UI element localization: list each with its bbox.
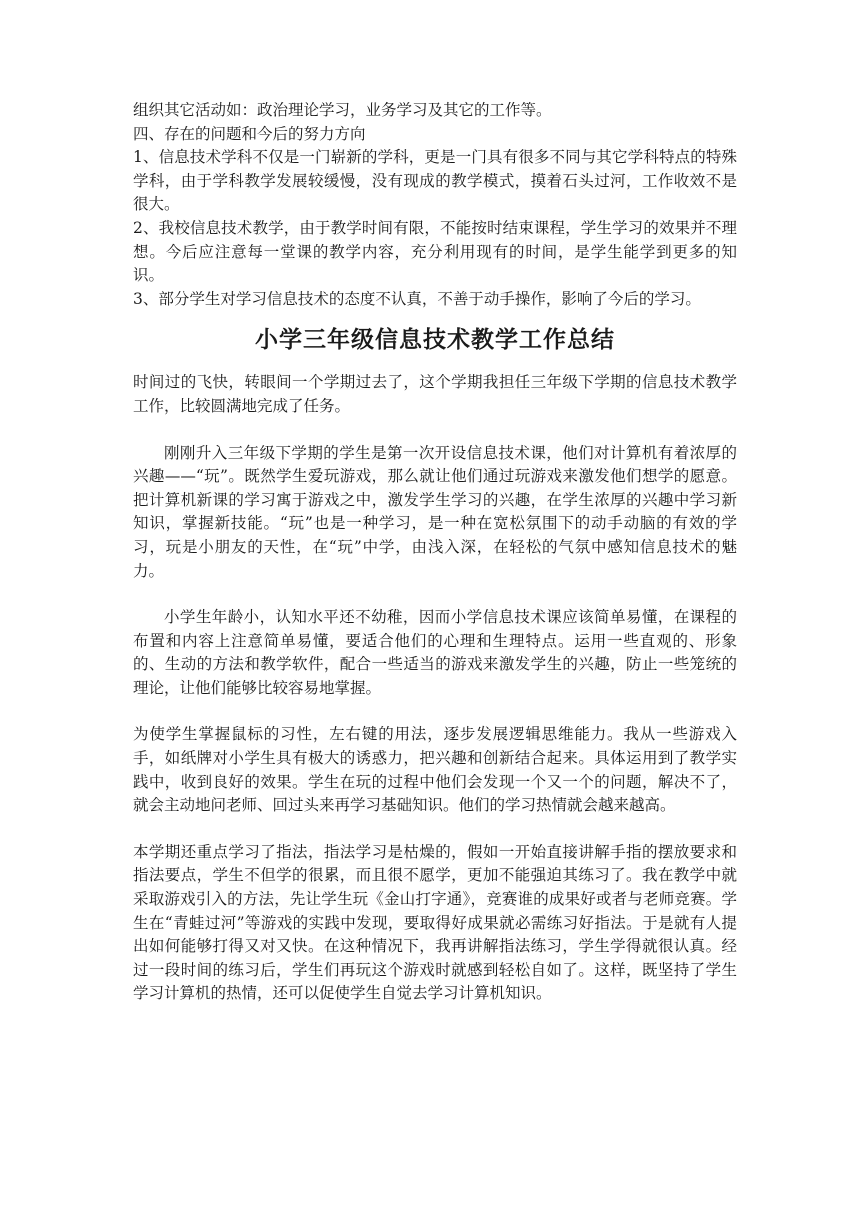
paragraph: 刚刚升入三年级下学期的学生是第一次开设信息技术课，他们对计算机有着浓厚的兴趣——“玩”。既然学生爱玩游戏，那么就让他们通过玩游戏来激发他们想学的愿意。把计算机新课的学习寓于游戏之中，激发学生学习的兴趣，在学生浓厚的兴趣中学习新知识，掌握新技能。“玩”也是一种学习，是一种在宽松氛围下的动手动脑的有效的学习，玩是小朋友的天性，在“玩”中学，由浅入深，在轻松的气氛中感知信息技术的魅力。 [133, 443, 737, 580]
page-title: 小学三年级信息技术教学工作总结 [255, 327, 615, 354]
paragraph: 组织其它活动如：政治理论学习，业务学习及其它的工作等。 [133, 101, 552, 119]
section-heading: 四、存在的问题和今后的努力方向 [133, 124, 366, 143]
paragraph-gap [133, 818, 737, 841]
list-item: 3、部分学生对学习信息技术的态度不认真，不善于动手操作，影响了今后的学习。 [133, 289, 701, 308]
paragraph-gap [133, 700, 737, 723]
list-item: 2、我校信息技术教学，由于教学时间有限，不能按时结束课程，学生学习的效果并不理想。今后应注意每一堂课的教学内容，充分利用现有的时间，是学生能学到更多的知识。 [133, 218, 737, 285]
paragraph-gap [133, 419, 737, 442]
paragraph: 小学生年龄小，认知水平还不幼稚，因而小学信息技术课应该简单易懂，在课程的布置和内容上注意简单易懂，要适合他们的心理和生理特点。运用一些直观的、形象的、生动的方法和教学软件，配合一些适当的游戏来激发学生的兴趣，防止一些笼统的理论，让他们能够比较容易地掌握。 [133, 608, 737, 697]
paragraph-gap [133, 583, 737, 606]
paragraph: 时间过的飞快，转眼间一个学期过去了，这个学期我担任三年级下学期的信息技术教学工作，比较圆满地完成了任务。 [133, 373, 737, 415]
document-content [133, 99, 737, 1006]
paragraph: 为使学生掌握鼠标的习性，左右键的用法，逐步发展逻辑思维能力。我从一些游戏入手，如纸牌对小学生具有极大的诱惑力，把兴趣和创新结合起来。具体运用到了教学实践中，收到良好的效果。学生在玩的过程中他们会发现一个又一个的问题，解决不了，就会主动地问老师、回过头来再学习基础知识。他们的学习热情就会越来越高。 [133, 725, 737, 815]
list-item: 1、信息技术学科不仅是一门崭新的学科，更是一门具有很多不同与其它学科特点的特殊学科，由于学科教学发展较缓慢，没有现成的教学模式，摸着石头过河，工作收效不是很大。 [133, 148, 737, 214]
paragraph: 本学期还重点学习了指法，指法学习是枯燥的，假如一开始直接讲解手指的摆放要求和指法要点，学生不但学的很累，而且很不愿学，更加不能强迫其练习了。我在教学中就采取游戏引入的方法，先让学生玩《金山打字通》，竞赛谁的成果好或者与老师竞赛。学生在“青蛙过河”等游戏的实践中发现，要取得好成果就必需练习好指法。于是就有人提出如何能够打得又对又快。在这种情况下，我再讲解指法练习，学生学得就很认真。经过一段时间的练习后，学生们再玩这个游戏时就感到轻松自如了。这样，既坚持了学生学习计算机的热情，还可以促使学生自觉去学习计算机知识。 [133, 842, 737, 1003]
